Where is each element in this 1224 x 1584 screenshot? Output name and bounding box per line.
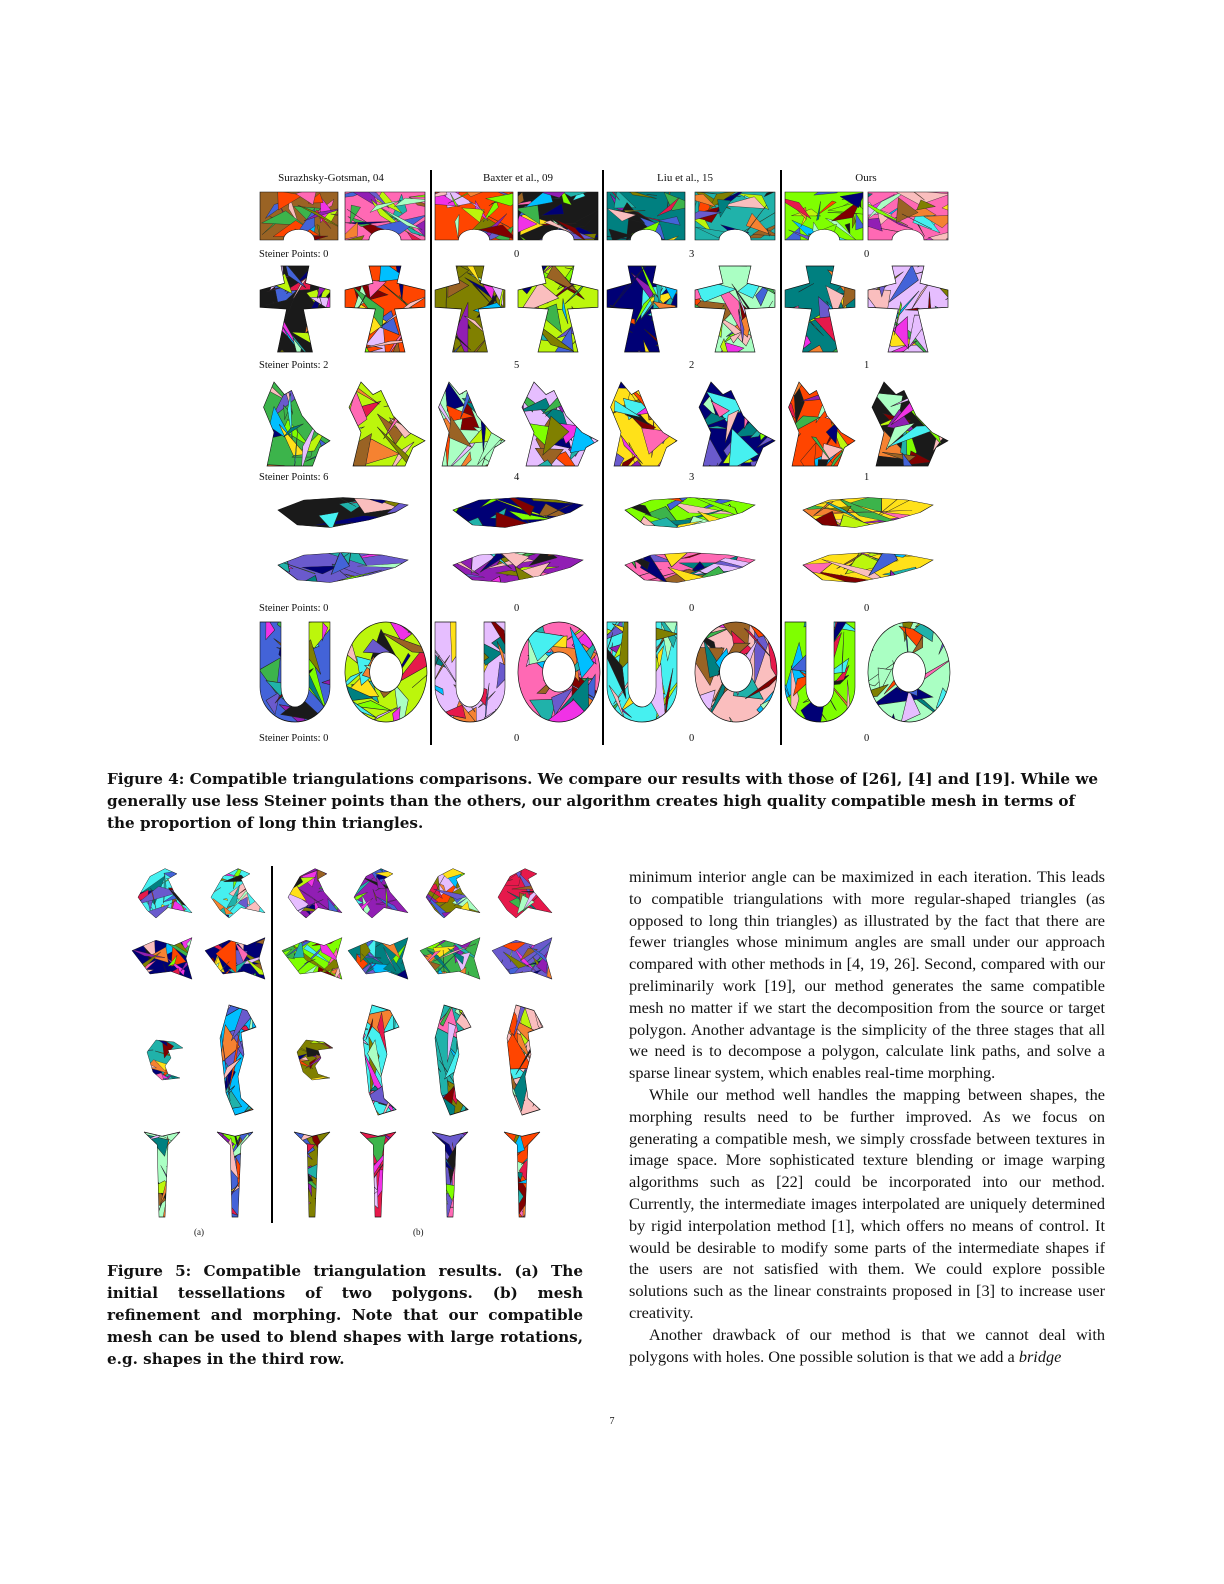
fig5-shape-r2-c2 bbox=[205, 935, 265, 987]
body-text-column bbox=[629, 866, 1105, 1367]
fig5-shape-r1-c1 bbox=[132, 866, 192, 918]
fig4-steiner-count-r2-c1: Steiner Points: 2 bbox=[259, 360, 329, 371]
fig4-shape-r1-c3-target bbox=[695, 192, 775, 240]
fig4-method-label-1: Surazhsky-Gotsman, 04 bbox=[278, 172, 384, 184]
fig4-shape-r2-c3-source bbox=[607, 266, 677, 352]
fig4-steiner-count-r3-c3: 3 bbox=[689, 472, 695, 483]
figure4-caption: Figure 4: Compatible triangulations comparisons. We compare our results with those of [26], [4] and [19]. While we generally use less Steiner points than the others, our algorithm creates high quality compatible mesh in terms of the proportion of long thin triangles. bbox=[107, 770, 1099, 832]
fig4-shape-r2-c4-source bbox=[785, 266, 855, 352]
fig4-shape-r6-c1-target bbox=[345, 622, 427, 722]
fig4-lizard-bottom-c3 bbox=[625, 545, 755, 595]
fig5-shape-r4-c1 bbox=[132, 1132, 192, 1217]
fig4-steiner-count-r2-c4: 1 bbox=[864, 360, 870, 371]
fig5-shape-r2-c3 bbox=[282, 935, 342, 987]
fig4-steiner-count-r2-c2: 5 bbox=[514, 360, 520, 371]
fig4-steiner-count-r3-c1: Steiner Points: 6 bbox=[259, 472, 329, 483]
fig4-steiner-count-r1-c1: Steiner Points: 0 bbox=[259, 249, 329, 260]
fig4-shape-r2-c4-target bbox=[868, 266, 948, 352]
fig5-shape-r2-c1 bbox=[132, 935, 192, 987]
fig5-shape-r4-c5 bbox=[420, 1132, 480, 1217]
fig4-steiner-count-r5-c3: 0 bbox=[689, 733, 695, 744]
fig4-steiner-count-r1-c4: 0 bbox=[864, 249, 870, 260]
fig4-method-label-3: Liu et al., 15 bbox=[657, 172, 713, 184]
body-paragraph-3-text: Another drawback of our method is that we cannot deal with polygons with holes. One possible solution is that we add a bbox=[629, 1324, 1105, 1366]
fig4-steiner-count-r5-c1: Steiner Points: 0 bbox=[259, 733, 329, 744]
fig5-shape-r2-c4 bbox=[348, 935, 408, 987]
fig4-shape-r3-c3-target bbox=[695, 382, 775, 466]
fig4-method-label-4: Ours bbox=[855, 172, 877, 184]
fig5-shape-r1-c4 bbox=[348, 866, 408, 918]
fig4-shape-r6-c1-source bbox=[260, 622, 330, 722]
fig5-shape-r3-c6 bbox=[492, 1005, 552, 1115]
fig4-steiner-count-r4-c2: 0 bbox=[514, 603, 520, 614]
fig5-shape-r3-c1 bbox=[132, 1040, 192, 1080]
fig4-steiner-count-r4-c4: 0 bbox=[864, 603, 870, 614]
fig4-steiner-count-r3-c4: 1 bbox=[864, 472, 870, 483]
fig4-shape-r3-c1-source bbox=[260, 382, 330, 466]
figure5-caption: Figure 5: Compatible triangulation results. (a) The initial tessellations of two polygons. (b) mesh refinement and morphing. Note that our compatible mesh can be used to blend shapes with large rotations, e.g. shapes in the third row. bbox=[107, 1262, 583, 1368]
fig4-divider-2 bbox=[602, 170, 604, 745]
fig4-shape-r1-c3-source bbox=[607, 192, 685, 240]
fig4-lizard-bottom-c4 bbox=[803, 545, 933, 595]
fig5-shape-r4-c6 bbox=[492, 1132, 552, 1217]
fig5-shape-r3-c4 bbox=[348, 1005, 408, 1115]
fig4-lizard-top-c1 bbox=[278, 490, 408, 540]
fig4-steiner-count-r1-c2: 0 bbox=[514, 249, 520, 260]
fig4-steiner-count-r5-c2: 0 bbox=[514, 733, 520, 744]
fig4-shape-r6-c4-target bbox=[868, 622, 950, 722]
fig4-lizard-bottom-c2 bbox=[453, 545, 583, 595]
fig5-shape-r1-c6 bbox=[492, 866, 552, 918]
fig4-shape-r2-c1-source bbox=[260, 266, 330, 352]
fig5-shape-r3-c2 bbox=[205, 1005, 265, 1115]
fig4-shape-r3-c2-source bbox=[435, 382, 505, 466]
fig5-shape-r2-c5 bbox=[420, 935, 480, 987]
fig4-shape-r1-c4-target bbox=[868, 192, 948, 240]
body-paragraph-3-italic: bridge bbox=[1018, 1346, 1062, 1366]
fig4-steiner-count-r2-c3: 2 bbox=[689, 360, 695, 371]
fig4-shape-r3-c2-target bbox=[518, 382, 598, 466]
fig4-shape-r2-c2-source bbox=[435, 266, 505, 352]
fig5-shape-r3-c5 bbox=[420, 1005, 480, 1115]
body-paragraph-3 bbox=[629, 1324, 1105, 1368]
fig4-shape-r1-c2-target bbox=[518, 192, 598, 240]
fig5-shape-r3-c3 bbox=[282, 1040, 342, 1080]
fig4-steiner-count-r4-c3: 0 bbox=[689, 603, 695, 614]
fig4-shape-r6-c2-source bbox=[435, 622, 505, 722]
fig5-shape-r4-c4 bbox=[348, 1132, 408, 1217]
fig4-lizard-top-c4 bbox=[803, 490, 933, 540]
fig4-shape-r6-c2-target bbox=[518, 622, 600, 722]
fig4-shape-r2-c3-target bbox=[695, 266, 775, 352]
fig5-divider bbox=[271, 866, 273, 1223]
fig5-shape-r4-c3 bbox=[282, 1132, 342, 1217]
fig4-shape-r6-c3-source bbox=[607, 622, 677, 722]
fig4-method-label-2: Baxter et al., 09 bbox=[483, 172, 553, 184]
fig4-lizard-top-c3 bbox=[625, 490, 755, 540]
fig5-shape-r1-c3 bbox=[282, 866, 342, 918]
fig4-steiner-count-r1-c3: 3 bbox=[689, 249, 695, 260]
fig4-shape-r1-c1-source bbox=[260, 192, 338, 240]
fig4-shape-r3-c3-source bbox=[607, 382, 677, 466]
fig4-shape-r3-c1-target bbox=[345, 382, 425, 466]
fig5-shape-r2-c6 bbox=[492, 935, 552, 987]
fig5-shape-r4-c2 bbox=[205, 1132, 265, 1217]
fig4-shape-r3-c4-source bbox=[785, 382, 855, 466]
fig4-divider-1 bbox=[430, 170, 432, 745]
fig5-shape-r1-c2 bbox=[205, 866, 265, 918]
fig4-shape-r1-c1-target bbox=[345, 192, 425, 240]
fig5-label-b: (b) bbox=[413, 1227, 424, 1237]
body-paragraph-1: minimum interior angle can be maximized in each iteration. This leads to compatible triangulations with more regular-shaped triangles (as opposed to long thin triangles) as illustrated by the fact that there are fewer triangles whose minimum angles are small under our approach compared with other methods in [4, 19, 26]. Second, compared with our preliminarily work [19], our method generates the same compatible mesh no matter if we start the decomposition from the source or target polygon. Another advantage is the simplicity of the three stages that all we need is to decompose a polygon, calculate link paths, and solve a sparse linear system, which enables real-time morphing. bbox=[629, 867, 1105, 1083]
fig4-shape-r2-c2-target bbox=[518, 266, 598, 352]
fig4-shape-r6-c3-target bbox=[695, 622, 777, 722]
page-number: 7 bbox=[609, 1416, 615, 1427]
fig4-lizard-bottom-c1 bbox=[278, 545, 408, 595]
fig4-lizard-top-c2 bbox=[453, 490, 583, 540]
fig4-shape-r6-c4-source bbox=[785, 622, 855, 722]
fig4-divider-3 bbox=[780, 170, 782, 745]
body-paragraph-2: While our method well handles the mapping between shapes, the morphing results need to be further improved. As we focus on generating a compatible mesh, we simply crossfade between textures in image space. More sophisticated texture blending or image warping algorithms such as [22] could be incorporated into our method. Currently, the intermediate images interpolated are uniquely determined by rigid interpolation method [1], which offers no means of control. It would be desirable to modify some parts of the intermediate shapes if the users are not satisfied with them. We could explore possible solutions such as the linear constraints proposed in [3] to increase user creativity. bbox=[629, 1084, 1105, 1322]
fig4-shape-r2-c1-target bbox=[345, 266, 425, 352]
fig4-steiner-count-r5-c4: 0 bbox=[864, 733, 870, 744]
fig4-shape-r3-c4-target bbox=[868, 382, 948, 466]
fig5-shape-r1-c5 bbox=[420, 866, 480, 918]
fig4-shape-r1-c4-source bbox=[785, 192, 863, 240]
fig5-label-a: (a) bbox=[194, 1227, 204, 1237]
fig4-shape-r1-c2-source bbox=[435, 192, 513, 240]
fig4-steiner-count-r4-c1: Steiner Points: 0 bbox=[259, 603, 329, 614]
fig4-steiner-count-r3-c2: 4 bbox=[514, 472, 520, 483]
